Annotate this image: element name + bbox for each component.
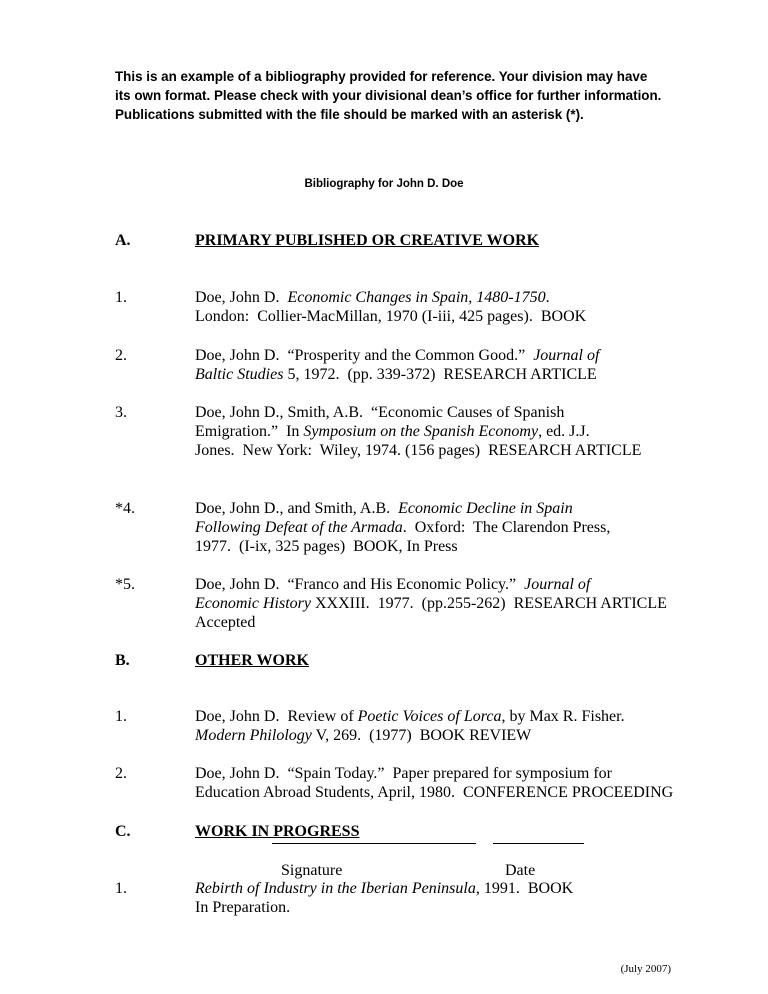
entry-line bbox=[195, 365, 675, 384]
italic-title: Following Defeat of the Armada bbox=[195, 519, 403, 536]
italic-title: Journal of bbox=[524, 576, 591, 593]
entry-segment: Doe, John D., and Smith, A.B. bbox=[195, 500, 399, 517]
entry-segment: Emigration.” In bbox=[195, 423, 304, 440]
section-title bbox=[195, 822, 675, 841]
entry-line bbox=[195, 764, 675, 783]
entry-text bbox=[195, 764, 675, 802]
section-title bbox=[195, 231, 675, 250]
italic-title: Economic History bbox=[195, 595, 311, 612]
entry-line bbox=[195, 783, 675, 802]
date-line bbox=[493, 843, 584, 844]
entry-label: 1. bbox=[115, 880, 127, 897]
entry-segment: , by Max R. Fisher. bbox=[501, 708, 625, 725]
document-title: Bibliography for John D. Doe bbox=[304, 178, 464, 190]
entry-segment: Doe, John D. “Franco and His Economic Policy.” bbox=[195, 576, 525, 593]
entry-line bbox=[195, 441, 675, 460]
instruction-note bbox=[115, 67, 675, 124]
revision-date: (July 2007) bbox=[620, 963, 671, 975]
italic-title: Journal of bbox=[533, 347, 600, 364]
italic-title: Economic Changes in Spain, 1480-1750 bbox=[287, 289, 546, 306]
entry-label: 1. bbox=[115, 289, 127, 306]
entry-segment: Doe, John D. “Spain Today.” Paper prepared for symposium for bbox=[195, 765, 613, 782]
note-line: its own format. Please check with your divisional dean’s office for further information. bbox=[115, 88, 662, 103]
entry-segment: London: Collier-MacMillan, 1970 (I-iii, 425 pages). BOOK bbox=[195, 308, 587, 325]
entry-line bbox=[195, 726, 675, 745]
entry-line bbox=[195, 898, 675, 917]
entry-line bbox=[195, 403, 675, 422]
entry-line bbox=[195, 594, 675, 613]
entry-segment: V, 269. (1977) BOOK REVIEW bbox=[311, 727, 532, 744]
entry-line bbox=[195, 307, 675, 326]
italic-title: Modern Philology bbox=[195, 727, 312, 744]
italic-title: Poetic Voices of Lorca bbox=[357, 708, 502, 725]
section-title-text: WORK IN PROGRESS bbox=[195, 823, 360, 840]
date-label: Date bbox=[505, 862, 536, 879]
entry-segment: 5, 1972. (pp. 339-372) RESEARCH ARTICLE bbox=[283, 366, 597, 383]
entry-line bbox=[195, 613, 675, 632]
entry-segment: Accepted bbox=[195, 614, 256, 631]
entry-label: *5. bbox=[115, 576, 135, 593]
entry-segment: . bbox=[545, 289, 550, 306]
entry-segment: Doe, John D. “Prosperity and the Common Good.” bbox=[195, 347, 534, 364]
entry-line bbox=[195, 288, 675, 307]
entry-line bbox=[195, 707, 675, 726]
entry-label: B. bbox=[115, 652, 130, 669]
entry-label: *4. bbox=[115, 500, 135, 517]
entry-label: 3. bbox=[115, 404, 127, 421]
entry-label: 2. bbox=[115, 347, 127, 364]
entry-segment: . Oxford: The Clarendon Press, bbox=[402, 519, 611, 536]
italic-title: Economic Decline in Spain bbox=[398, 500, 573, 517]
entry-segment: 1977. (I-ix, 325 pages) BOOK, In Press bbox=[195, 538, 458, 555]
entry-line bbox=[195, 518, 675, 537]
entry-text bbox=[195, 403, 675, 460]
entry-segment: Doe, John D., Smith, A.B. “Economic Causes of Spanish bbox=[195, 404, 565, 421]
entry-segment: Jones. New York: Wiley, 1974. (156 pages) RESEARCH ARTICLE bbox=[195, 442, 642, 459]
entry-segment: Doe, John D. Review of bbox=[195, 708, 358, 725]
entry-segment: , 1991. BOOK bbox=[475, 880, 574, 897]
entry-line bbox=[195, 422, 675, 441]
section-title-text: OTHER WORK bbox=[195, 652, 309, 669]
entry-text bbox=[195, 575, 675, 632]
entry-label: C. bbox=[115, 823, 131, 840]
signature-line bbox=[272, 843, 476, 844]
entry-text bbox=[195, 707, 675, 745]
signature-label: Signature bbox=[281, 862, 343, 879]
entry-segment: , ed. J.J. bbox=[538, 423, 590, 440]
section-title-text: PRIMARY PUBLISHED OR CREATIVE WORK bbox=[195, 232, 540, 249]
entry-text bbox=[195, 346, 675, 384]
entry-line bbox=[195, 537, 675, 556]
italic-title: Symposium on the Spanish Economy bbox=[303, 423, 539, 440]
note-line: Publications submitted with the file should be marked with an asterisk (*). bbox=[115, 107, 584, 122]
section-title bbox=[195, 651, 675, 670]
entry-label: 1. bbox=[115, 708, 127, 725]
note-line: This is an example of a bibliography provided for reference. Your division may have bbox=[115, 69, 648, 84]
entry-line bbox=[195, 346, 675, 365]
entry-line bbox=[195, 879, 675, 898]
entry-text bbox=[195, 288, 675, 326]
italic-title: Rebirth of Industry in the Iberian Peninsula bbox=[195, 880, 476, 897]
entry-line bbox=[195, 575, 675, 594]
entry-segment: In Preparation. bbox=[195, 899, 291, 916]
entry-label: A. bbox=[115, 232, 131, 249]
entry-segment: Doe, John D. bbox=[195, 289, 288, 306]
entry-label: 2. bbox=[115, 765, 127, 782]
entry-line bbox=[195, 499, 675, 518]
entry-segment: Education Abroad Students, April, 1980. CONFERENCE PROCEEDING bbox=[195, 784, 674, 801]
entry-segment: XXXIII. 1977. (pp.255-262) RESEARCH ARTICLE bbox=[310, 595, 667, 612]
italic-title: Baltic Studies bbox=[195, 366, 284, 383]
entry-text bbox=[195, 879, 675, 917]
entry-text bbox=[195, 499, 675, 556]
